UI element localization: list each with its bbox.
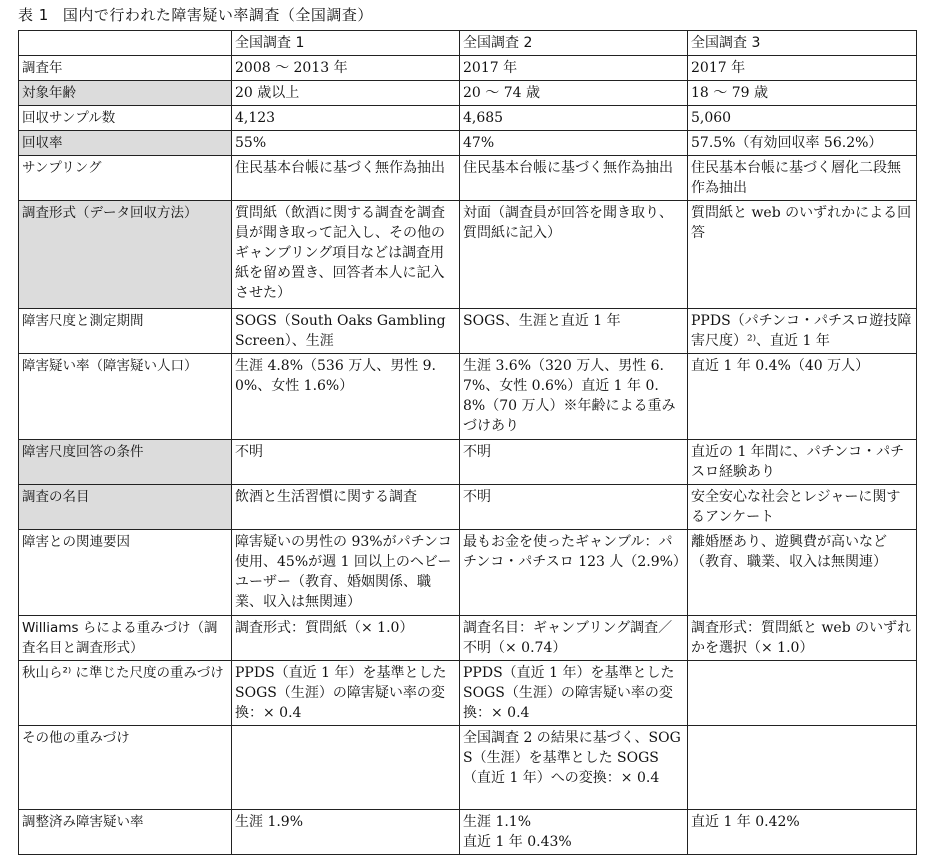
table-cell: 不明: [232, 440, 460, 485]
table-cell: 離婚歴あり、遊興費が高いなど（教育、職業、収入は無関連）: [688, 530, 917, 616]
table-cell: 47%: [460, 131, 688, 156]
table-row: [19, 56, 917, 81]
table-cell: 生涯 1.9%: [232, 810, 460, 855]
table-cell: 住民基本台帳に基づく無作為抽出: [460, 156, 688, 201]
table-row: [19, 661, 917, 726]
table-cell: 不明: [460, 440, 688, 485]
table-cell: 調査形式：質問紙と web のいずれかを選択（× 1.0）: [688, 616, 917, 661]
table-title: 国内で行われた障害疑い率調査（全国調査）: [62, 6, 373, 24]
table-cell: 57.5%（有効回収率 56.2%）: [688, 131, 917, 156]
row-label: 秋山ら²⁾ に準じた尺度の重みづけ: [19, 661, 232, 726]
table-cell: 住民基本台帳に基づく無作為抽出: [232, 156, 460, 201]
table-cell: 直近 1 年 0.4%（40 万人）: [688, 354, 917, 440]
table-cell: [688, 726, 917, 810]
row-label: 調整済み障害疑い率: [19, 810, 232, 855]
table-number: 表 1: [18, 6, 49, 24]
table-row: [19, 201, 917, 309]
table-cell: 調査名目：ギャンブリング調査／不明（× 0.74）: [460, 616, 688, 661]
header-cell-blank: [19, 31, 232, 56]
row-label: 障害との関連要因: [19, 530, 232, 616]
table-cell: 最もお金を使ったギャンブル：パチンコ・パチスロ 123 人（2.9%）: [460, 530, 688, 616]
table-cell: PPDS（直近 1 年）を基準とした SOGS（生涯）の障害疑い率の変換：× 0.4: [460, 661, 688, 726]
table-cell: 質問紙と web のいずれかによる回答: [688, 201, 917, 309]
table-row: [19, 530, 917, 616]
table-cell: 直近の 1 年間に、パチンコ・パチスロ経験あり: [688, 440, 917, 485]
table-cell: 飲酒と生活習慣に関する調査: [232, 485, 460, 530]
header-cell-survey-2: 全国調査 2: [460, 31, 688, 56]
table-cell: SOGS（South Oaks Gambling Screen）、生涯: [232, 309, 460, 354]
row-label: 対象年齢: [19, 81, 232, 106]
table-cell: SOGS、生涯と直近 1 年: [460, 309, 688, 354]
row-label: 障害疑い率（障害疑い人口）: [19, 354, 232, 440]
table-cell: PPDS（直近 1 年）を基準とした SOGS（生涯）の障害疑い率の変換：× 0.4: [232, 661, 460, 726]
table-cell: 不明: [460, 485, 688, 530]
table-row: [19, 726, 917, 810]
cell-line: 生涯 1.1%: [463, 814, 532, 830]
table-row: [19, 309, 917, 354]
row-label: サンプリング: [19, 156, 232, 201]
header-cell-survey-3: 全国調査 3: [688, 31, 917, 56]
table-row: [19, 485, 917, 530]
table-cell: 安全安心な社会とレジャーに関するアンケート: [688, 485, 917, 530]
table-row: [19, 354, 917, 440]
cell-line: 直近 1 年 0.43%: [463, 834, 572, 850]
table-row: [19, 440, 917, 485]
table-cell: [460, 810, 688, 855]
table-cell: 対面（調査員が回答を聞き取り、質問紙に記入）: [460, 201, 688, 309]
row-label: 回収サンプル数: [19, 106, 232, 131]
table-cell: [232, 726, 460, 810]
table-cell: 55%: [232, 131, 460, 156]
table-row: [19, 131, 917, 156]
table-cell: 直近 1 年 0.42%: [688, 810, 917, 855]
row-label: 回収率: [19, 131, 232, 156]
table-cell: 5,060: [688, 106, 917, 131]
row-label: 障害尺度と測定期間: [19, 309, 232, 354]
table-cell: 住民基本台帳に基づく層化二段無作為抽出: [688, 156, 917, 201]
table-caption: [18, 4, 373, 25]
row-label: 調査年: [19, 56, 232, 81]
table-cell: 4,685: [460, 106, 688, 131]
table-row: [19, 81, 917, 106]
table-cell: 20 歳以上: [232, 81, 460, 106]
row-label: 障害尺度回答の条件: [19, 440, 232, 485]
table-cell: 全国調査 2 の結果に基づく、SOGS（生涯）を基準とした SOGS（直近 1 年）への変換：× 0.4: [460, 726, 688, 810]
table-cell: 18 ～ 79 歳: [688, 81, 917, 106]
table-row: [19, 156, 917, 201]
table-cell: 2017 年: [688, 56, 917, 81]
table-cell: [688, 661, 917, 726]
table-cell: 4,123: [232, 106, 460, 131]
table-cell: 20 ～ 74 歳: [460, 81, 688, 106]
table-cell: 生涯 4.8%（536 万人、男性 9.0%、女性 1.6%）: [232, 354, 460, 440]
table-cell: 質問紙（飲酒に関する調査を調査員が聞き取って記入し、その他のギャンブリング項目などは調査用紙を留め置き、回答者本人に記入させた）: [232, 201, 460, 309]
table-row: [19, 810, 917, 855]
table-cell: 生涯 3.6%（320 万人、男性 6.7%、女性 0.6%）直近 1 年 0.8%（70 万人）※年齢による重みづけあり: [460, 354, 688, 440]
table-cell: PPDS（パチンコ・パチスロ遊技障害尺度）²⁾、直近 1 年: [688, 309, 917, 354]
table-row: [19, 616, 917, 661]
row-label: 調査の名目: [19, 485, 232, 530]
table-header-row: [19, 31, 917, 56]
header-cell-survey-1: 全国調査 1: [232, 31, 460, 56]
table-cell: 調査形式：質問紙（× 1.0）: [232, 616, 460, 661]
table-row: [19, 106, 917, 131]
row-label: Williams らによる重みづけ（調査名目と調査形式）: [19, 616, 232, 661]
row-label: その他の重みづけ: [19, 726, 232, 810]
survey-table: [18, 30, 917, 855]
table-cell: 2017 年: [460, 56, 688, 81]
row-label: 調査形式（データ回収方法）: [19, 201, 232, 309]
table-cell: 障害疑いの男性の 93%がパチンコ使用、45%が週 1 回以上のヘビーユーザー（教育、婚姻関係、職業、収入は無関連）: [232, 530, 460, 616]
table-cell: 2008 ～ 2013 年: [232, 56, 460, 81]
